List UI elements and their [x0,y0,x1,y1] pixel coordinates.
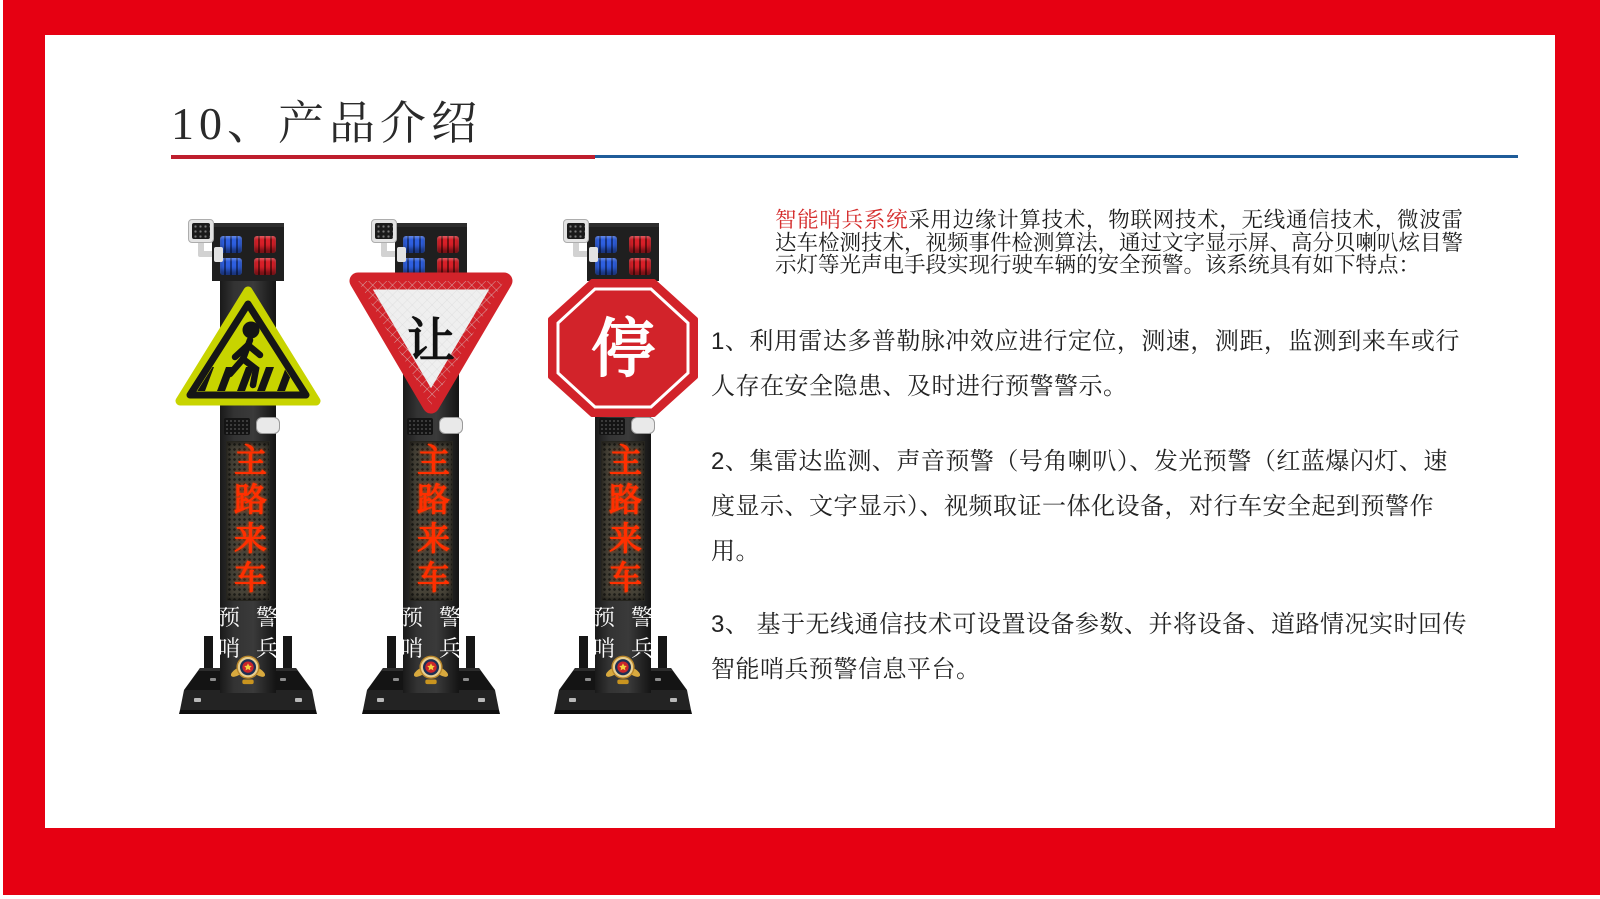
warning-lamp [439,417,463,434]
led-display [601,441,645,601]
sentinel-pole-stop [523,203,723,718]
camera-arm-flange [214,247,223,262]
pole-label-char: 哨 [217,636,240,662]
blue-strobe-light-icon [595,258,617,275]
divider-red-segment [171,155,595,159]
sentinel-pole-yield [331,203,531,718]
intro-paragraph [775,209,1463,277]
blue-strobe-light-icon [220,236,242,253]
feature-2: 2、集雷达监测、声音预警（号角喇叭）、发光预警（红蓝爆闪灯、速度显示、文字显示）、视频取证一体化设备，对行车安全起到预警作用。 [711,448,1448,565]
blue-strobe-light-icon [403,236,425,253]
pole-label-char: 兵 [439,636,462,662]
divider-blue-segment [595,155,1518,158]
camera-lens-grid [192,223,210,239]
title-divider [171,154,1518,159]
yield-sign [343,265,519,417]
page-title: 10、产品介绍 [171,98,482,149]
stop-sign-character: 停 [591,313,655,385]
warning-lamp [256,417,280,434]
intro-highlight: 智能哨兵系统 [775,208,909,232]
red-strobe-light-icon [629,236,651,253]
stop-sign [548,279,698,417]
camera-lens-grid [375,223,393,239]
feature-3: 3、 基于无线通信技术可设置设备参数、并将设备、道路情况实时回传智能哨兵预警信息平台。 [711,611,1468,683]
police-badge-icon [606,653,640,687]
camera-arm-flange [397,247,406,262]
slide-content [45,35,1555,828]
camera-arm-flange [589,247,598,262]
sentinel-pole-pedestrian [148,203,348,718]
led-display [226,441,270,601]
police-badge-icon [414,653,448,687]
red-strobe-light-icon [254,236,276,253]
description-column [705,203,1477,763]
pole-label-char: 预 [217,605,240,630]
pole-label-char: 预 [592,605,615,630]
pole-label-char: 哨 [400,636,423,662]
warning-lamp [631,417,655,434]
speaker-grille-icon [407,418,433,435]
red-strobe-light-icon [254,258,276,275]
pole-label-char: 警 [631,605,654,630]
camera-lens-grid [567,223,585,239]
led-display [409,441,453,601]
red-strobe-light-icon [437,236,459,253]
camera-icon [371,219,397,243]
red-strobe-light-icon [629,258,651,275]
pedestrian-crossing-sign [173,283,323,411]
pole-label-char: 兵 [631,636,654,662]
blue-strobe-light-icon [595,236,617,253]
pole-label-char: 警 [256,605,279,630]
feature-1: 1、利用雷达多普勒脉冲效应进行定位，测速，测距，监测到来车或行人存在安全隐患、及时进行预警警示。 [711,328,1460,400]
pole-label-char: 哨 [592,636,615,662]
speaker-grille-icon [599,418,625,435]
camera-icon [188,219,214,243]
led-display-text: 主路来车 [413,443,450,599]
intro-body: 采用边缘计算技术，物联网技术，无线通信技术，微波雷达车检测技术，视频事件检测算法，通过文字显示屏、高分贝喇叭炫目警示灯等光声电手段实现行驶车辆的安全预警。该系统具有如下特点： [775,208,1464,278]
led-display-text: 主路来车 [230,443,267,599]
led-display-text: 主路来车 [605,443,642,599]
camera-icon [563,219,589,243]
yield-sign-character: 让 [406,315,456,368]
speaker-grille-icon [224,418,250,435]
pole-label-char: 警 [439,605,462,630]
blue-strobe-light-icon [220,258,242,275]
police-badge-icon [231,653,265,687]
pole-label-char: 兵 [256,636,279,662]
pole-label-char: 预 [400,605,423,630]
